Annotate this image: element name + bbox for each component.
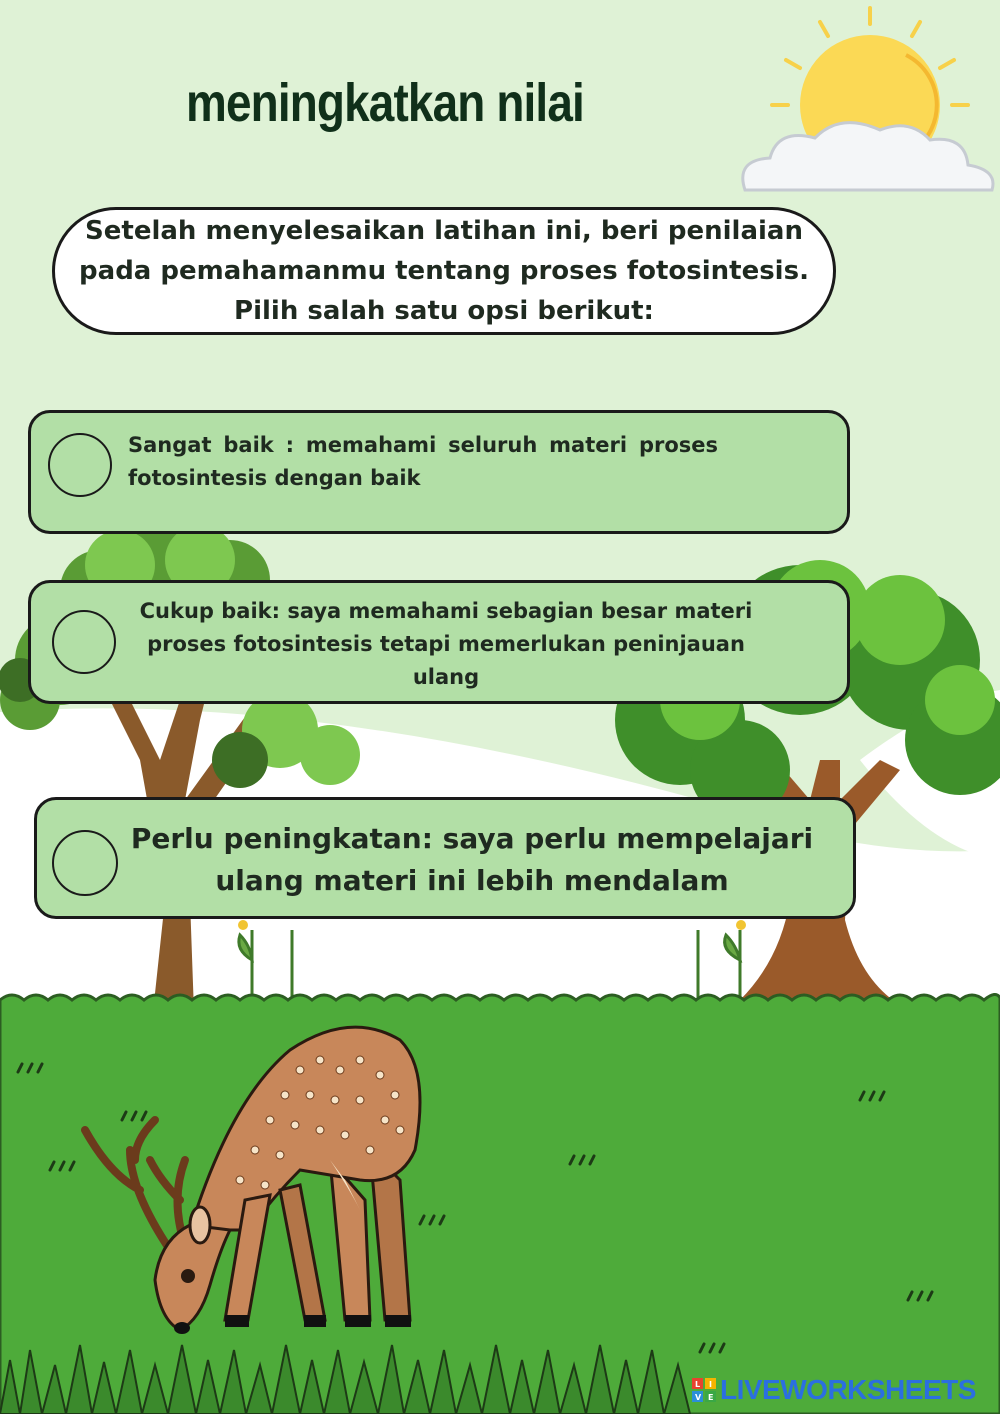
option-cukup-baik[interactable]	[28, 580, 850, 704]
radio-icon[interactable]	[52, 610, 116, 674]
option-sangat-baik[interactable]	[28, 410, 850, 534]
brand-name: LIVEWORKSHEETS	[720, 1374, 976, 1405]
brand-mark-letter: V	[695, 1393, 702, 1402]
instruction-banner	[52, 207, 836, 335]
option-perlu-peningkatan[interactable]	[34, 797, 856, 919]
radio-icon[interactable]	[52, 830, 118, 896]
instruction-text: Setelah menyelesaikan latihan ini, beri penilaian pada pemahamanmu tentang proses fotosintesis. Pilih salah satu opsi berikut:	[79, 216, 809, 326]
brand-mark-letter: L	[695, 1380, 701, 1389]
option-label: Cukup baik: saya memahami sebagian besar materi proses fotosintesis tetapi memerlukan peninjauan ulang	[139, 599, 753, 689]
radio-icon[interactable]	[48, 433, 112, 497]
brand-logo	[692, 1372, 992, 1408]
option-label: Perlu peningkatan: saya perlu mempelajari ulang materi ini lebih mendalam	[130, 822, 814, 897]
brand-mark-letter: I	[709, 1380, 712, 1389]
brand-mark-letter: E	[708, 1393, 714, 1402]
option-label: Sangat baik : memahami seluruh materi proses fotosintesis dengan baik	[128, 433, 718, 490]
brand-mark-icon	[692, 1378, 716, 1402]
page-title: meningkatkan nilai	[186, 73, 584, 133]
